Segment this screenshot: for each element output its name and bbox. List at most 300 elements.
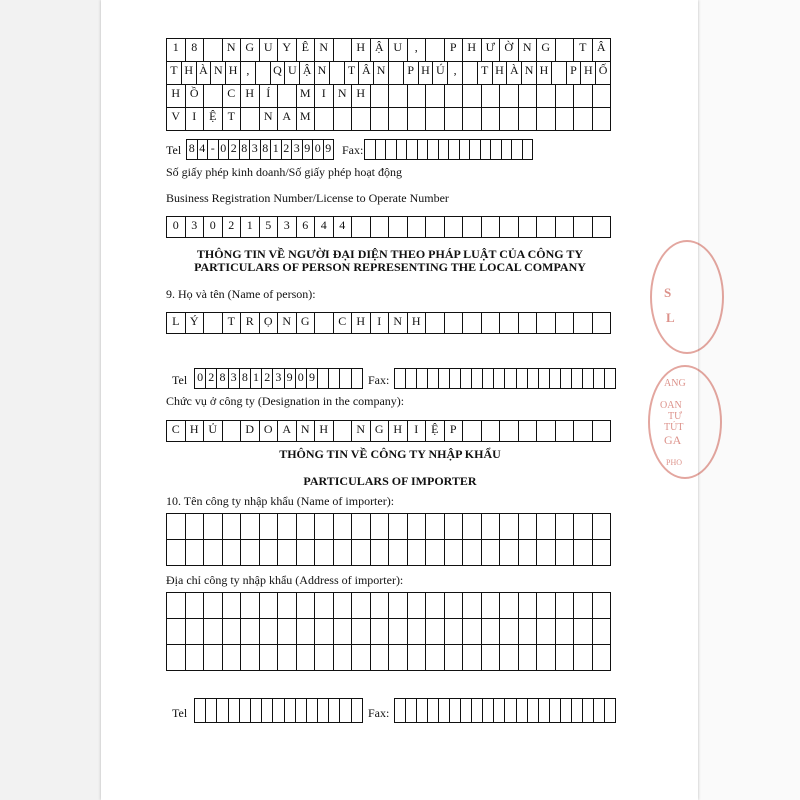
grid-cell[interactable]	[574, 645, 593, 671]
grid-cell[interactable]	[417, 699, 428, 723]
grid-cell[interactable]	[297, 540, 316, 566]
grid-cell[interactable]: 9	[285, 369, 296, 389]
grid-cell[interactable]	[574, 313, 593, 334]
grid-cell[interactable]: ,	[408, 39, 427, 62]
grid-cell[interactable]: Ậ	[371, 39, 390, 62]
grid-cell[interactable]	[285, 699, 296, 723]
grid-cell[interactable]: H	[241, 85, 260, 108]
grid-cell[interactable]	[204, 85, 223, 108]
grid-cell[interactable]	[537, 645, 556, 671]
grid-cell[interactable]	[537, 313, 556, 334]
grid-cell[interactable]	[556, 645, 575, 671]
grid-cell[interactable]: L	[167, 313, 186, 334]
grid-cell[interactable]	[371, 108, 390, 131]
grid-cell[interactable]: 4	[334, 217, 353, 238]
grid-cell[interactable]: Ệ	[204, 108, 223, 131]
grid-cell[interactable]	[445, 593, 464, 619]
grid-cell[interactable]: G	[241, 39, 260, 62]
grid-cell[interactable]	[204, 514, 223, 540]
grid-cell[interactable]: O	[260, 421, 279, 442]
grid-cell[interactable]	[537, 540, 556, 566]
grid-cell[interactable]	[408, 619, 427, 645]
grid-cell[interactable]: H	[537, 62, 552, 85]
grid-cell[interactable]	[241, 619, 260, 645]
grid-cell[interactable]	[352, 217, 371, 238]
grid-cell[interactable]	[223, 421, 242, 442]
grid-cell[interactable]	[505, 369, 516, 389]
grid-cell[interactable]	[371, 514, 390, 540]
grid-cell[interactable]	[500, 514, 519, 540]
grid-cell[interactable]	[463, 421, 482, 442]
grid-cell[interactable]	[352, 514, 371, 540]
grid-cell[interactable]	[517, 699, 528, 723]
grid-cell[interactable]	[528, 369, 539, 389]
grid-cell[interactable]: T	[223, 313, 242, 334]
grid-cell[interactable]: Ý	[186, 313, 205, 334]
grid-cell[interactable]: N	[260, 108, 279, 131]
grid-cell[interactable]	[334, 39, 353, 62]
grid-cell[interactable]	[315, 514, 334, 540]
grid-cell[interactable]	[445, 313, 464, 334]
grid-cell[interactable]: 3	[186, 217, 205, 238]
grid-cell[interactable]	[315, 108, 334, 131]
grid-cell[interactable]	[186, 619, 205, 645]
grid-cell[interactable]	[260, 540, 279, 566]
grid-cell[interactable]: 2	[206, 369, 217, 389]
grid-cell[interactable]	[186, 593, 205, 619]
grid-cell[interactable]	[500, 619, 519, 645]
grid-cell[interactable]	[406, 699, 417, 723]
grid-cell[interactable]	[500, 313, 519, 334]
grid-cell[interactable]: C	[167, 421, 186, 442]
grid-cell[interactable]	[519, 619, 538, 645]
grid-cell[interactable]: 0	[204, 217, 223, 238]
grid-cell[interactable]	[426, 313, 445, 334]
grid-cell[interactable]	[334, 619, 353, 645]
grid-cell[interactable]	[519, 540, 538, 566]
grid-cell[interactable]	[406, 369, 417, 389]
grid-cell[interactable]	[593, 108, 612, 131]
grid-cell[interactable]	[297, 514, 316, 540]
grid-cell[interactable]	[241, 540, 260, 566]
grid-cell[interactable]	[463, 540, 482, 566]
grid-cell[interactable]: H	[352, 85, 371, 108]
grid-cell[interactable]	[593, 217, 612, 238]
grid-cell[interactable]	[539, 699, 550, 723]
grid-cell[interactable]: U	[260, 39, 279, 62]
grid-cell[interactable]	[297, 645, 316, 671]
grid-cell[interactable]	[262, 699, 273, 723]
grid-cell[interactable]	[556, 514, 575, 540]
grid-cell[interactable]	[482, 514, 501, 540]
grid-cell[interactable]	[556, 540, 575, 566]
license-grid[interactable]	[166, 216, 611, 238]
grid-cell[interactable]: Í	[260, 85, 279, 108]
grid-cell[interactable]	[556, 39, 575, 62]
grid-cell[interactable]	[418, 140, 429, 160]
grid-cell[interactable]	[426, 514, 445, 540]
grid-cell[interactable]: 0	[195, 369, 206, 389]
grid-cell[interactable]: 4	[315, 217, 334, 238]
grid-cell[interactable]	[463, 62, 478, 85]
grid-cell[interactable]: G	[537, 39, 556, 62]
grid-cell[interactable]	[334, 108, 353, 131]
grid-cell[interactable]: Ậ	[300, 62, 315, 85]
grid-cell[interactable]	[491, 140, 502, 160]
grid-cell[interactable]: I	[186, 108, 205, 131]
grid-cell[interactable]	[572, 699, 583, 723]
grid-cell[interactable]	[217, 699, 228, 723]
grid-cell[interactable]	[552, 62, 567, 85]
grid-cell[interactable]	[408, 593, 427, 619]
grid-cell[interactable]	[278, 540, 297, 566]
grid-cell[interactable]	[593, 313, 612, 334]
grid-cell[interactable]	[296, 699, 307, 723]
grid-cell[interactable]	[483, 699, 494, 723]
designation-grid[interactable]	[166, 420, 611, 442]
importer-tel-grid[interactable]	[194, 698, 363, 723]
grid-cell[interactable]	[315, 593, 334, 619]
grid-cell[interactable]	[329, 699, 340, 723]
grid-cell[interactable]	[426, 540, 445, 566]
grid-cell[interactable]	[297, 593, 316, 619]
grid-cell[interactable]	[500, 645, 519, 671]
grid-cell[interactable]	[241, 514, 260, 540]
grid-cell[interactable]: N	[211, 62, 226, 85]
grid-cell[interactable]	[593, 85, 612, 108]
grid-cell[interactable]	[352, 619, 371, 645]
grid-cell[interactable]	[167, 593, 186, 619]
grid-cell[interactable]	[389, 62, 404, 85]
grid-cell[interactable]: I	[408, 421, 427, 442]
grid-cell[interactable]: M	[297, 108, 316, 131]
grid-cell[interactable]	[389, 85, 408, 108]
grid-cell[interactable]	[371, 217, 390, 238]
grid-cell[interactable]: N	[223, 39, 242, 62]
grid-cell[interactable]: A	[278, 421, 297, 442]
grid-cell[interactable]	[593, 540, 612, 566]
grid-cell[interactable]	[550, 699, 561, 723]
grid-cell[interactable]	[483, 369, 494, 389]
grid-cell[interactable]	[593, 593, 612, 619]
grid-cell[interactable]: T	[223, 108, 242, 131]
grid-cell[interactable]: 1	[241, 217, 260, 238]
grid-cell[interactable]: N	[315, 39, 334, 62]
grid-cell[interactable]	[445, 85, 464, 108]
grid-cell[interactable]	[318, 699, 329, 723]
grid-cell[interactable]	[223, 645, 242, 671]
fax-grid[interactable]	[364, 139, 533, 160]
grid-cell[interactable]	[500, 108, 519, 131]
grid-cell[interactable]	[482, 85, 501, 108]
grid-cell[interactable]	[556, 85, 575, 108]
grid-cell[interactable]	[389, 593, 408, 619]
grid-cell[interactable]: N	[522, 62, 537, 85]
grid-cell[interactable]	[463, 593, 482, 619]
grid-cell[interactable]	[167, 619, 186, 645]
grid-cell[interactable]	[278, 85, 297, 108]
grid-cell[interactable]: Q	[271, 62, 286, 85]
grid-cell[interactable]	[352, 593, 371, 619]
grid-cell[interactable]	[574, 593, 593, 619]
grid-cell[interactable]: 2	[262, 369, 273, 389]
grid-cell[interactable]	[417, 369, 428, 389]
grid-cell[interactable]	[482, 108, 501, 131]
grid-cell[interactable]	[593, 619, 612, 645]
grid-cell[interactable]	[500, 217, 519, 238]
grid-cell[interactable]	[505, 699, 516, 723]
grid-cell[interactable]: 0	[296, 369, 307, 389]
grid-cell[interactable]	[334, 645, 353, 671]
grid-cell[interactable]	[519, 645, 538, 671]
grid-cell[interactable]	[519, 217, 538, 238]
grid-cell[interactable]	[463, 313, 482, 334]
grid-cell[interactable]	[523, 140, 534, 160]
grid-cell[interactable]	[318, 369, 329, 389]
grid-cell[interactable]	[500, 593, 519, 619]
grid-cell[interactable]: N	[389, 313, 408, 334]
grid-cell[interactable]	[461, 699, 472, 723]
grid-cell[interactable]	[206, 699, 217, 723]
grid-cell[interactable]: Ú	[433, 62, 448, 85]
grid-cell[interactable]	[574, 540, 593, 566]
grid-cell[interactable]	[550, 369, 561, 389]
grid-cell[interactable]	[593, 421, 612, 442]
grid-cell[interactable]	[472, 699, 483, 723]
grid-cell[interactable]	[439, 369, 450, 389]
grid-cell[interactable]	[494, 369, 505, 389]
grid-cell[interactable]	[329, 369, 340, 389]
grid-cell[interactable]	[593, 514, 612, 540]
grid-cell[interactable]: H	[419, 62, 434, 85]
grid-cell[interactable]	[556, 619, 575, 645]
grid-cell[interactable]	[426, 39, 445, 62]
grid-cell[interactable]: G	[297, 313, 316, 334]
grid-cell[interactable]	[395, 369, 406, 389]
grid-cell[interactable]: U	[285, 62, 300, 85]
grid-cell[interactable]: H	[408, 313, 427, 334]
grid-cell[interactable]	[408, 217, 427, 238]
grid-cell[interactable]	[395, 699, 406, 723]
grid-cell[interactable]	[574, 108, 593, 131]
grid-cell[interactable]	[502, 140, 513, 160]
grid-cell[interactable]	[278, 619, 297, 645]
grid-cell[interactable]	[556, 217, 575, 238]
grid-cell[interactable]	[278, 645, 297, 671]
grid-cell[interactable]	[340, 699, 351, 723]
grid-cell[interactable]	[352, 108, 371, 131]
grid-cell[interactable]	[460, 140, 471, 160]
grid-cell[interactable]	[428, 140, 439, 160]
grid-cell[interactable]: T	[574, 39, 593, 62]
grid-cell[interactable]: V	[167, 108, 186, 131]
grid-cell[interactable]: ,	[241, 62, 256, 85]
grid-cell[interactable]: Ọ	[260, 313, 279, 334]
grid-cell[interactable]	[463, 108, 482, 131]
grid-cell[interactable]	[463, 514, 482, 540]
grid-cell[interactable]	[371, 85, 390, 108]
grid-cell[interactable]	[408, 514, 427, 540]
grid-cell[interactable]	[500, 85, 519, 108]
grid-cell[interactable]	[389, 217, 408, 238]
rep-name-grid[interactable]	[166, 312, 611, 334]
grid-cell[interactable]: P	[404, 62, 419, 85]
grid-cell[interactable]	[408, 645, 427, 671]
grid-cell[interactable]	[426, 593, 445, 619]
grid-cell[interactable]	[334, 540, 353, 566]
grid-cell[interactable]: Ư	[482, 39, 501, 62]
grid-cell[interactable]	[389, 645, 408, 671]
grid-cell[interactable]	[278, 514, 297, 540]
grid-cell[interactable]	[426, 108, 445, 131]
grid-cell[interactable]	[519, 514, 538, 540]
grid-cell[interactable]	[482, 619, 501, 645]
grid-cell[interactable]: Y	[278, 39, 297, 62]
grid-cell[interactable]: P	[445, 39, 464, 62]
grid-cell[interactable]: 9	[303, 140, 314, 160]
grid-cell[interactable]: N	[519, 39, 538, 62]
grid-cell[interactable]	[583, 369, 594, 389]
grid-cell[interactable]	[340, 369, 351, 389]
grid-cell[interactable]	[352, 645, 371, 671]
grid-cell[interactable]: N	[297, 421, 316, 442]
grid-cell[interactable]	[167, 645, 186, 671]
grid-cell[interactable]: ,	[448, 62, 463, 85]
grid-cell[interactable]	[256, 62, 271, 85]
grid-cell[interactable]	[371, 619, 390, 645]
grid-cell[interactable]	[204, 39, 223, 62]
grid-cell[interactable]	[204, 619, 223, 645]
grid-cell[interactable]	[461, 369, 472, 389]
grid-cell[interactable]: H	[352, 39, 371, 62]
grid-cell[interactable]	[241, 108, 260, 131]
grid-cell[interactable]	[561, 699, 572, 723]
grid-cell[interactable]	[472, 369, 483, 389]
grid-cell[interactable]	[519, 313, 538, 334]
importer-name-grid[interactable]	[166, 513, 611, 566]
grid-cell[interactable]	[537, 108, 556, 131]
grid-cell[interactable]	[223, 514, 242, 540]
grid-cell[interactable]: 6	[297, 217, 316, 238]
grid-cell[interactable]	[223, 619, 242, 645]
grid-cell[interactable]	[439, 140, 450, 160]
grid-cell[interactable]	[260, 645, 279, 671]
grid-cell[interactable]	[315, 313, 334, 334]
grid-cell[interactable]	[450, 699, 461, 723]
grid-cell[interactable]: R	[241, 313, 260, 334]
grid-cell[interactable]	[594, 699, 605, 723]
grid-cell[interactable]	[605, 369, 616, 389]
grid-cell[interactable]: Ệ	[426, 421, 445, 442]
grid-cell[interactable]	[463, 217, 482, 238]
grid-cell[interactable]	[352, 699, 363, 723]
grid-cell[interactable]	[260, 593, 279, 619]
grid-cell[interactable]	[537, 514, 556, 540]
grid-cell[interactable]	[594, 369, 605, 389]
grid-cell[interactable]: G	[371, 421, 390, 442]
grid-cell[interactable]: P	[445, 421, 464, 442]
grid-cell[interactable]	[439, 699, 450, 723]
grid-cell[interactable]	[371, 540, 390, 566]
grid-cell[interactable]: 0	[167, 217, 186, 238]
grid-cell[interactable]	[428, 699, 439, 723]
grid-cell[interactable]	[334, 593, 353, 619]
grid-cell[interactable]: Ồ	[186, 85, 205, 108]
grid-cell[interactable]: 3	[229, 369, 240, 389]
grid-cell[interactable]: H	[581, 62, 596, 85]
grid-cell[interactable]	[389, 540, 408, 566]
grid-cell[interactable]	[537, 593, 556, 619]
grid-cell[interactable]	[241, 645, 260, 671]
grid-cell[interactable]: H	[389, 421, 408, 442]
grid-cell[interactable]	[537, 421, 556, 442]
grid-cell[interactable]	[583, 699, 594, 723]
grid-cell[interactable]: 8	[187, 140, 198, 160]
grid-cell[interactable]: À	[507, 62, 522, 85]
grid-cell[interactable]	[470, 140, 481, 160]
grid-cell[interactable]	[593, 645, 612, 671]
grid-cell[interactable]	[315, 540, 334, 566]
grid-cell[interactable]: I	[371, 313, 390, 334]
grid-cell[interactable]: À	[197, 62, 212, 85]
grid-cell[interactable]	[537, 85, 556, 108]
grid-cell[interactable]	[512, 140, 523, 160]
grid-cell[interactable]	[574, 85, 593, 108]
grid-cell[interactable]: C	[334, 313, 353, 334]
grid-cell[interactable]	[167, 514, 186, 540]
grid-cell[interactable]: H	[463, 39, 482, 62]
grid-cell[interactable]	[260, 619, 279, 645]
grid-cell[interactable]: H	[226, 62, 241, 85]
grid-cell[interactable]	[605, 699, 616, 723]
grid-cell[interactable]: 3	[273, 369, 284, 389]
grid-cell[interactable]	[445, 619, 464, 645]
grid-cell[interactable]	[519, 593, 538, 619]
grid-cell[interactable]	[556, 313, 575, 334]
grid-cell[interactable]: H	[493, 62, 508, 85]
grid-cell[interactable]: T	[478, 62, 493, 85]
grid-cell[interactable]	[260, 514, 279, 540]
grid-cell[interactable]	[463, 85, 482, 108]
grid-cell[interactable]: 3	[250, 140, 261, 160]
grid-cell[interactable]	[407, 140, 418, 160]
grid-cell[interactable]: 3	[292, 140, 303, 160]
grid-cell[interactable]: H	[182, 62, 197, 85]
grid-cell[interactable]	[223, 540, 242, 566]
grid-cell[interactable]	[574, 217, 593, 238]
grid-cell[interactable]: 8	[240, 369, 251, 389]
grid-cell[interactable]	[397, 140, 408, 160]
grid-cell[interactable]	[204, 645, 223, 671]
grid-cell[interactable]	[195, 699, 206, 723]
grid-cell[interactable]	[519, 108, 538, 131]
grid-cell[interactable]	[204, 540, 223, 566]
grid-cell[interactable]	[482, 645, 501, 671]
grid-cell[interactable]	[482, 593, 501, 619]
grid-cell[interactable]: 1	[271, 140, 282, 160]
grid-cell[interactable]	[315, 619, 334, 645]
grid-cell[interactable]	[278, 593, 297, 619]
grid-cell[interactable]	[561, 369, 572, 389]
tel-grid[interactable]	[186, 139, 334, 160]
grid-cell[interactable]	[352, 369, 363, 389]
grid-cell[interactable]	[204, 313, 223, 334]
grid-cell[interactable]	[537, 619, 556, 645]
grid-cell[interactable]	[273, 699, 284, 723]
grid-cell[interactable]: H	[167, 85, 186, 108]
grid-cell[interactable]: 2	[223, 217, 242, 238]
grid-cell[interactable]: 9	[324, 140, 335, 160]
